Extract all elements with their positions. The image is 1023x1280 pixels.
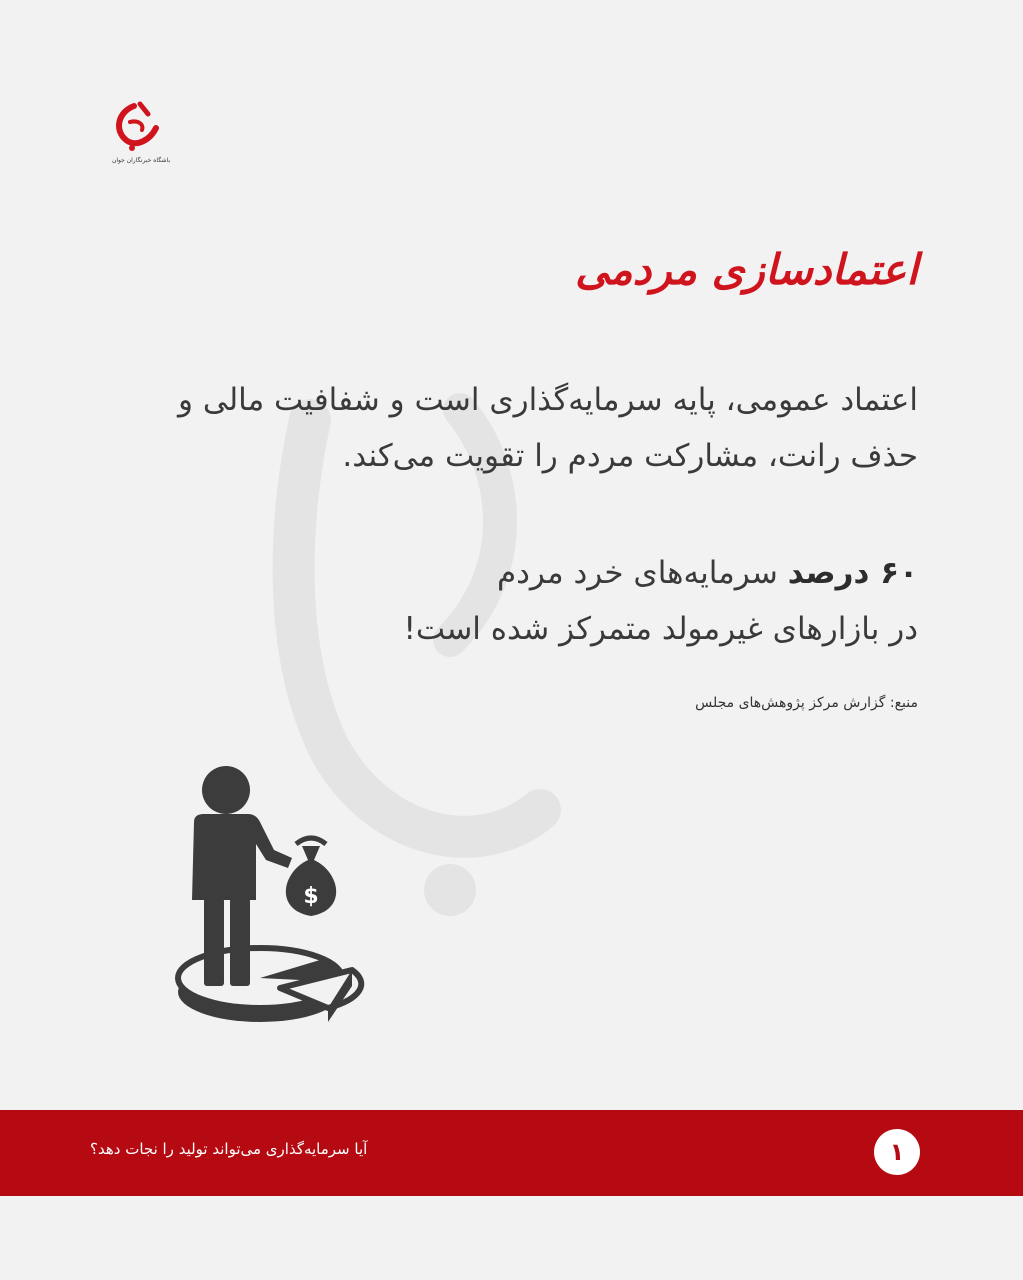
investor-money-bag-pie-chart-icon: [170, 760, 370, 1030]
page-number-badge: ۱: [874, 1129, 920, 1175]
brand-logo[interactable]: [96, 100, 186, 175]
statistic-text: [158, 545, 918, 657]
statistic-line-2: در بازارهای غیرمولد متمرکز شده است!: [403, 611, 918, 647]
intro-paragraph: اعتماد عمومی، پایه سرمایه‌گذاری است و شفافیت مالی و حذف رانت، مشارکت مردم را تقویت می‌کند.: [178, 382, 918, 474]
statistic-highlight: ۶۰ درصد: [787, 555, 918, 591]
brand-caption: باشگاه خبرنگاران جوان: [111, 157, 171, 164]
statistic-line-1-rest: سرمایه‌های خرد مردم: [496, 555, 778, 591]
footer-question: آیا سرمایه‌گذاری می‌تواند تولید را نجات دهد؟: [90, 1140, 368, 1158]
svg-text:$: $: [303, 884, 319, 909]
footer-bar: [0, 1110, 1023, 1196]
statistic-line-1: [158, 545, 918, 601]
source-note: منبع: گزارش مرکز پژوهش‌های مجلس: [695, 695, 918, 711]
ybn-logo-icon: [104, 100, 164, 152]
page-title: اعتمادسازی مردمی: [575, 245, 918, 294]
